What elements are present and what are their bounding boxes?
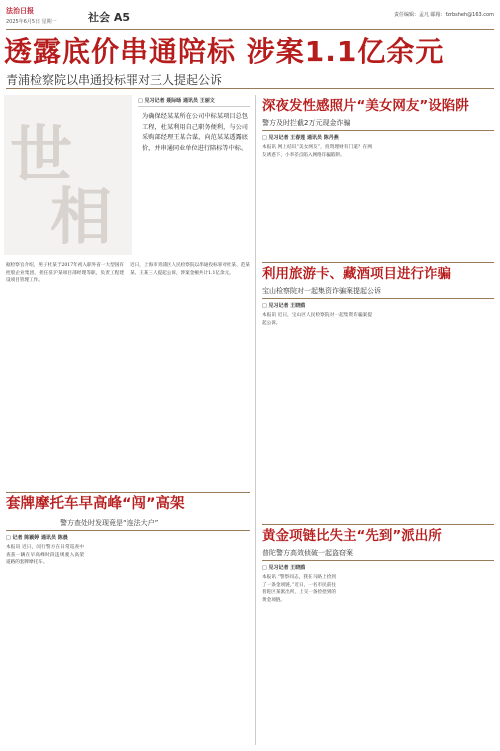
- divider: [6, 530, 250, 531]
- main-byline: □ 见习记者 聂际旸 通讯员 王丽文: [138, 98, 215, 104]
- watermark-glyph-2: 相: [50, 180, 113, 253]
- main-headline: 透露底价串通陪标 涉案1.1亿余元: [4, 35, 445, 68]
- divider: [262, 524, 494, 525]
- divider: [6, 88, 494, 89]
- art5-body-col3: [418, 574, 494, 746]
- divider: [138, 106, 250, 107]
- watermark-glyph-1: 世: [10, 118, 73, 191]
- divider: [262, 298, 494, 299]
- art5-title: 黄金项链比失主“先到”派出所: [262, 528, 442, 544]
- issue-date: 2025年6月5日 星期一: [6, 19, 57, 25]
- art5-byline: □ 见习记者 王晓鸥: [262, 565, 306, 571]
- art3-subtitle: 宝山检察院对一起集资诈骗案提起公诉: [262, 287, 381, 295]
- art5-subtitle: 普陀警方高效侦破一起盗窃案: [262, 549, 353, 557]
- art2-body-col2: [378, 144, 494, 254]
- divider: [262, 130, 494, 131]
- art5-body-col2: [340, 574, 414, 746]
- column-watermark: [4, 95, 132, 255]
- art3-title: 利用旅游卡、藏酒项目进行诈骗: [262, 266, 451, 282]
- art2-subtitle: 警方及时拦截2万元现金诈骗: [262, 119, 351, 127]
- art4-title: 套牌摩托车早高峰“闯”高架: [6, 496, 185, 512]
- art4-body-col1: 本报讯 近日，闵行警方在日常巡查中查获一辆在早高峰时段违规驶入高架道路的套牌摩托车。: [6, 545, 84, 566]
- main-lead: 为确保经某某所在公司中标某项目总包工程，杜某利用自己职务便利，与公司采购部经理王某合谋，向范某某透露底价，并串通同业单位进行陪标等中标。: [142, 113, 248, 152]
- art2-body-col1: 本报讯 网上结识“美女网友”，投资理财有门道？在网友诱惑下，小李差点陷入网络诈骗陷阱。: [262, 145, 372, 158]
- art4-body-col2: [90, 544, 168, 744]
- art3-byline: □ 见习记者 王晓鸥: [262, 303, 306, 309]
- editor-info: 责任编辑：孟凡 邮箱：fzrbsheh@163.com: [393, 12, 494, 18]
- paper-name: 法治日报: [6, 7, 34, 15]
- masthead: [6, 6, 494, 30]
- divider: [262, 262, 494, 263]
- divider: [6, 492, 250, 493]
- art4-byline: □ 记者 陈颖婷 通讯员 陈晨: [6, 535, 68, 541]
- column-divider: [255, 95, 256, 745]
- art3-body-col2: [378, 312, 494, 520]
- art2-title: 深夜发性感照片“美女网友”设陷阱: [262, 98, 469, 114]
- art4-body-col3: [174, 544, 250, 744]
- section-label: 社会 A5: [88, 11, 130, 24]
- art4-subtitle: 警方查处时发现竟是“连法大户”: [60, 519, 159, 527]
- divider: [262, 560, 494, 561]
- art5-body-col1: 本报讯 “警察同志，我在马路上捡到了一条金项链。”近日，一名市民前往普陀区某派出所，上交一条捡拾到的黄金项链。: [262, 575, 336, 603]
- main-body-col2: 近日，上海市青浦区人民检察院以串通投标罪对杜某、范某某、王某三人提起公诉，涉案金额共计1.1亿余元。: [130, 263, 250, 276]
- art2-byline: □ 见习记者 王春莲 通讯员 陈丹燕: [262, 135, 339, 141]
- art3-body-col1: 本报讯 近日，宝山区人民检察院对一起集资诈骗案提起公诉。: [262, 313, 372, 326]
- main-subheadline: 青浦检察院以串通投标罪对三人提起公诉: [6, 73, 223, 87]
- main-body-col1: 据检察官介绍，男子杜某于2017年初入职外省一大型国有控股企业集团，担任驻沪某项目部经理等职，负责工程建设项目管理工作。: [6, 263, 124, 284]
